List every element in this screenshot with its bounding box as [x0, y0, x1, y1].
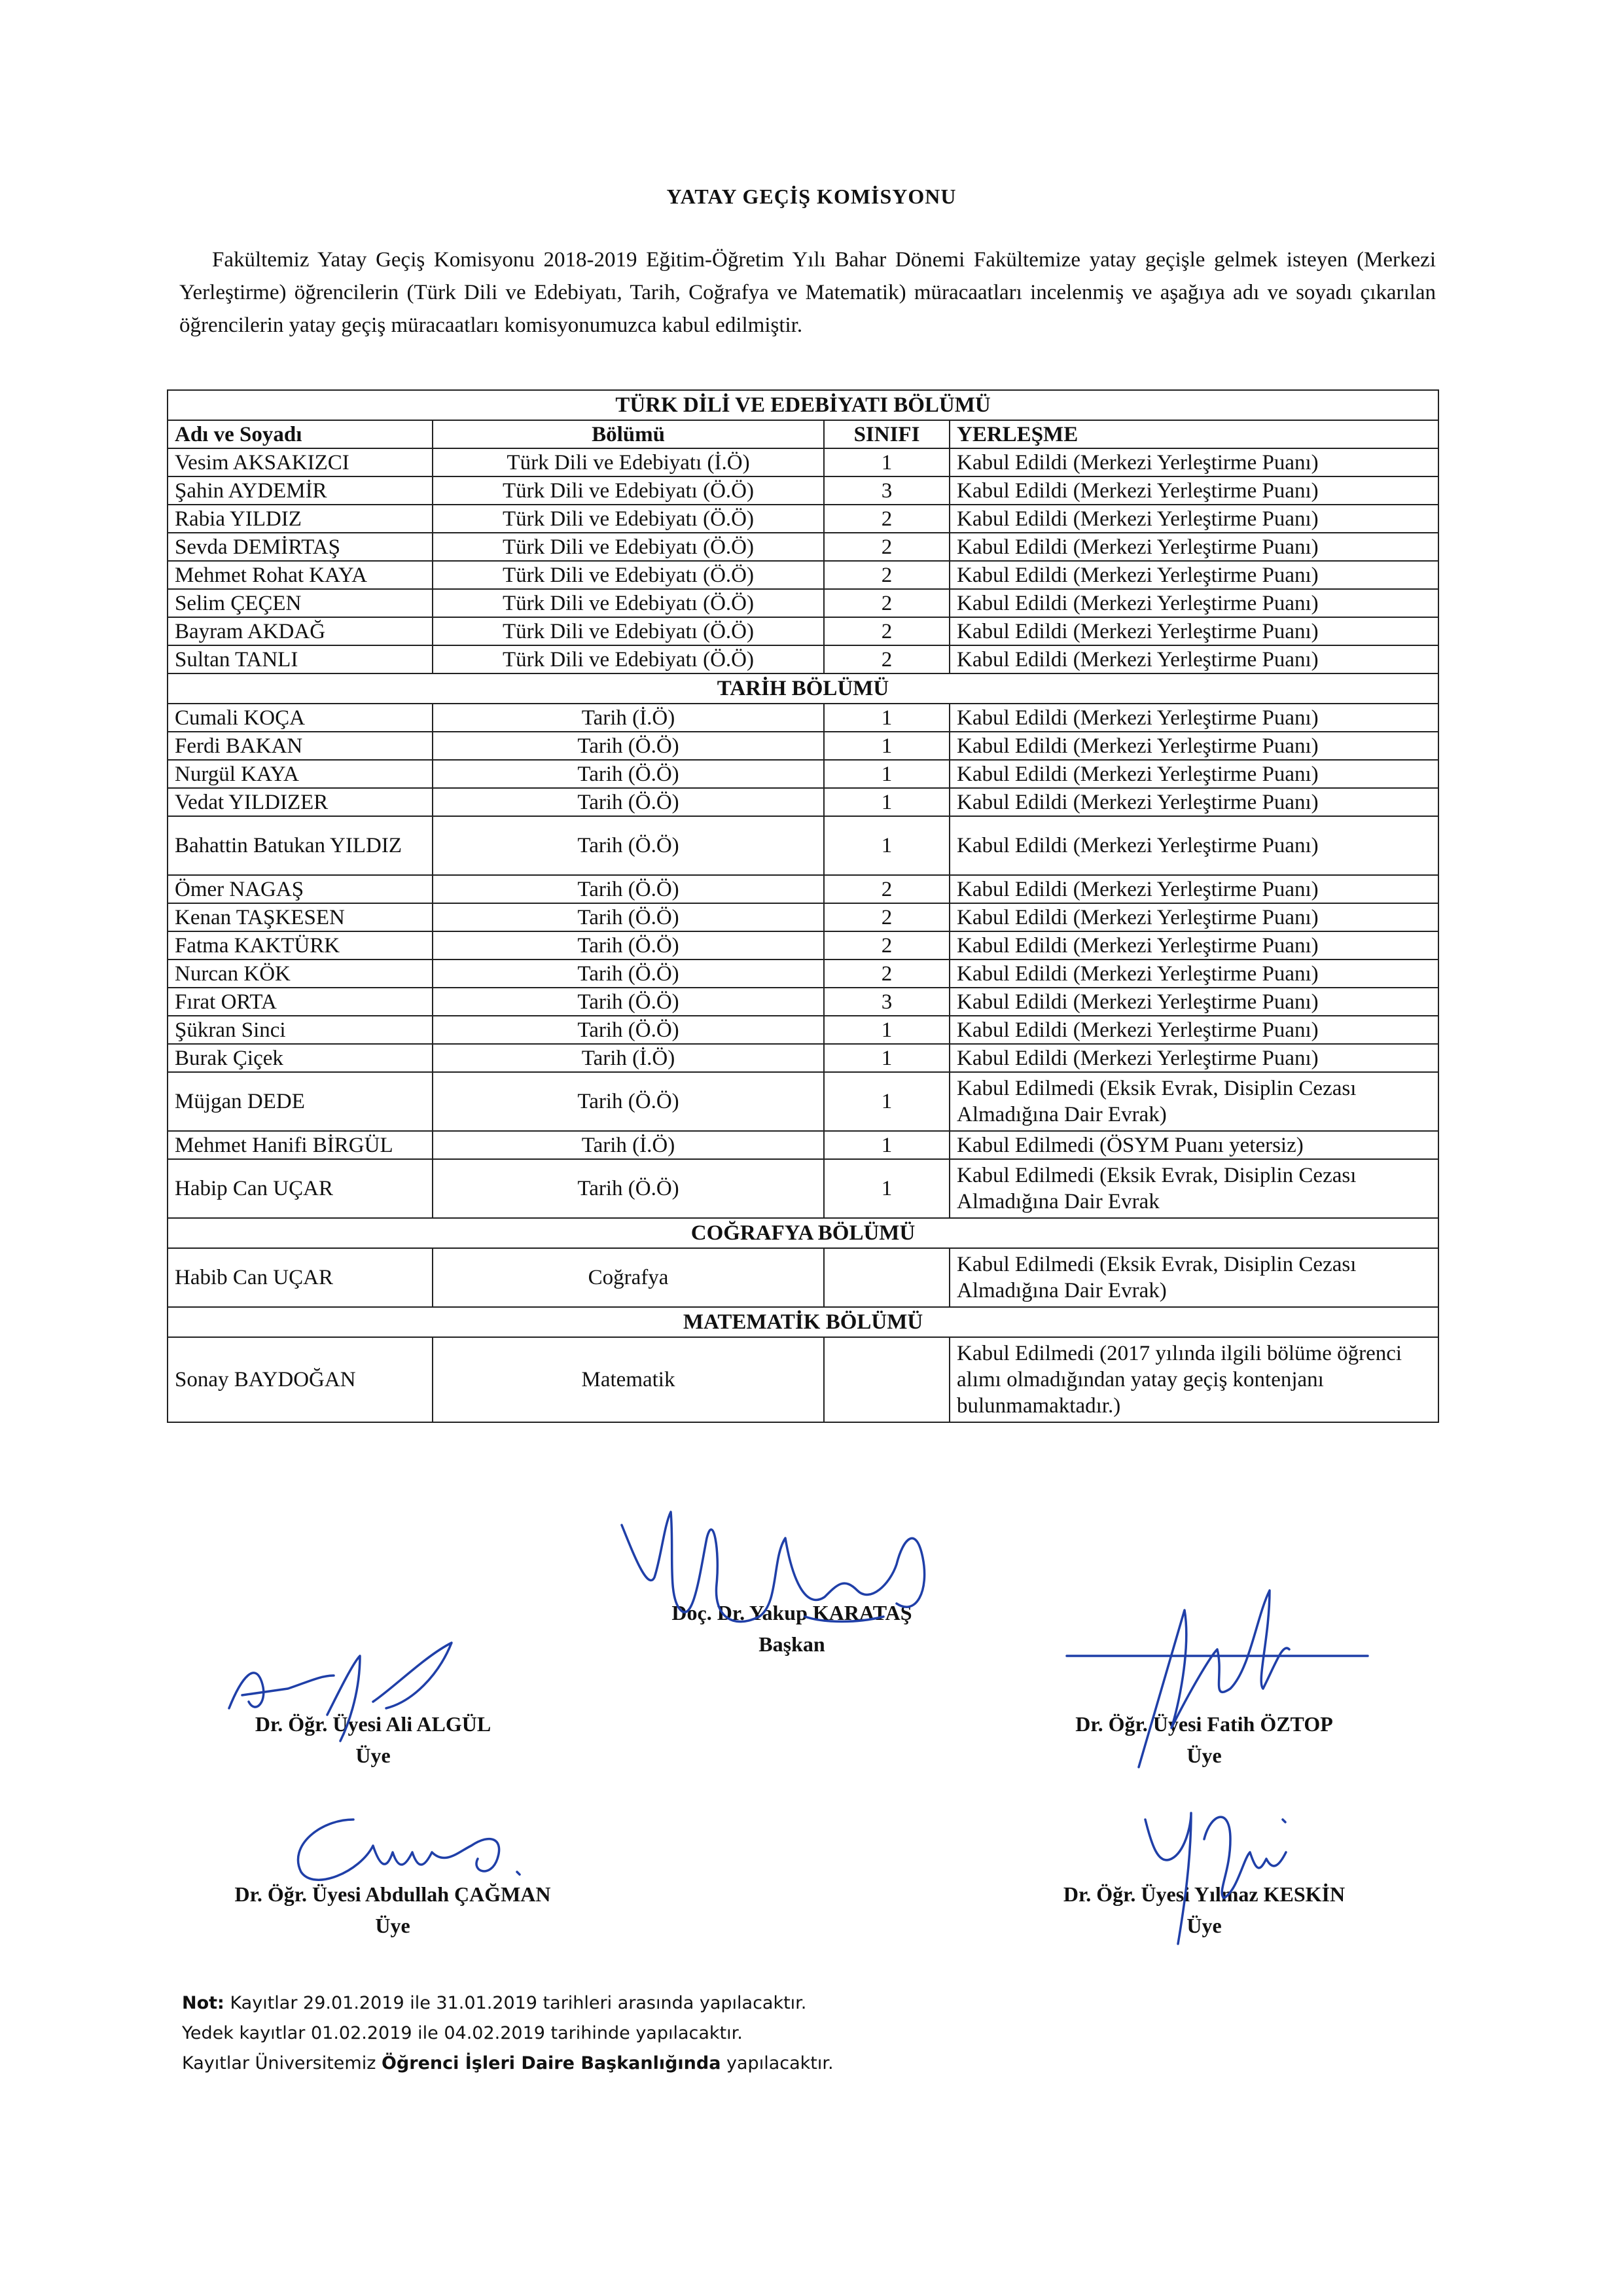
note-line-3-post: yapılacaktır.	[721, 2053, 834, 2073]
class-year: 1	[824, 760, 950, 788]
class-year: 2	[824, 931, 950, 960]
table-row	[168, 1131, 1438, 1159]
section-title: MATEMATİK BÖLÜMÜ	[168, 1307, 1438, 1337]
table-row	[168, 533, 1438, 561]
note-line-2: Yedek kayıtlar 01.02.2019 ile 04.02.2019 tarihinde yapılacaktır.	[182, 2023, 743, 2043]
class-year: 1	[824, 1044, 950, 1072]
note-line-3-pre: Kayıtlar Üniversitemiz	[182, 2053, 382, 2073]
department: Türk Dili ve Edebiyatı (Ö.Ö)	[433, 617, 824, 645]
table-row	[168, 1337, 1438, 1422]
member-3-name: Dr. Öğr. Üyesi Abdullah ÇAĞMAN	[234, 1882, 551, 1906]
note-line-3-bold: Öğrenci İşleri Daire Başkanlığında	[381, 2053, 721, 2073]
student-name: Ömer NAGAŞ	[168, 875, 433, 903]
signature-member-3	[190, 1878, 596, 1941]
student-name: Bayram AKDAĞ	[168, 617, 433, 645]
class-year: 2	[824, 875, 950, 903]
placement-result: Kabul Edildi (Merkezi Yerleştirme Puanı)	[950, 732, 1438, 760]
placement-result: Kabul Edildi (Merkezi Yerleştirme Puanı)	[950, 589, 1438, 617]
department: Tarih (İ.Ö)	[433, 1044, 824, 1072]
placement-result: Kabul Edildi (Merkezi Yerleştirme Puanı)	[950, 448, 1438, 476]
table-row	[168, 1016, 1438, 1044]
table-row	[168, 448, 1438, 476]
student-name: Mehmet Hanifi BİRGÜL	[168, 1131, 433, 1159]
department: Türk Dili ve Edebiyatı (Ö.Ö)	[433, 561, 824, 589]
placement-result: Kabul Edildi (Merkezi Yerleştirme Puanı)	[950, 760, 1438, 788]
department: Türk Dili ve Edebiyatı (İ.Ö)	[433, 448, 824, 476]
table-row	[168, 760, 1438, 788]
department: Tarih (İ.Ö)	[433, 1131, 824, 1159]
placement-result: Kabul Edildi (Merkezi Yerleştirme Puanı)	[950, 561, 1438, 589]
column-header: YERLEŞME	[950, 420, 1438, 448]
department: Tarih (Ö.Ö)	[433, 960, 824, 988]
class-year: 1	[824, 1072, 950, 1131]
placement-result: Kabul Edildi (Merkezi Yerleştirme Puanı)	[950, 617, 1438, 645]
table-row	[168, 732, 1438, 760]
department: Tarih (Ö.Ö)	[433, 1016, 824, 1044]
class-year: 2	[824, 960, 950, 988]
placement-result: Kabul Edildi (Merkezi Yerleştirme Puanı)	[950, 875, 1438, 903]
column-header: SINIFI	[824, 420, 950, 448]
student-name: Burak Çiçek	[168, 1044, 433, 1072]
class-year: 2	[824, 505, 950, 533]
department: Tarih (Ö.Ö)	[433, 1072, 824, 1131]
student-name: Bahattin Batukan YILDIZ	[168, 816, 433, 875]
member-4-role: Üye	[1186, 1914, 1222, 1937]
student-name: Sevda DEMİRTAŞ	[168, 533, 433, 561]
document-title: YATAY GEÇİŞ KOMİSYONU	[666, 185, 957, 208]
placement-result: Kabul Edildi (Merkezi Yerleştirme Puanı)	[950, 476, 1438, 505]
student-name: Sultan TANLI	[168, 645, 433, 673]
column-header-row	[168, 420, 1438, 448]
department: Tarih (Ö.Ö)	[433, 903, 824, 931]
table-row	[168, 1072, 1438, 1131]
table-row	[168, 1248, 1438, 1307]
student-name: Cumali KOÇA	[168, 704, 433, 732]
table-row	[168, 617, 1438, 645]
intro-paragraph: Fakültemiz Yatay Geçiş Komisyonu 2018-2019 Eğitim-Öğretim Yılı Bahar Dönemi Fakültemize yatay geçişle gelmek isteyen (Merkezi Yerleştirme) öğrencilerin (Türk Dili ve Edebiyatı, Tarih, Coğrafya ve Matematik) müracaatları incelenmiş ve aşağıya adı ve soyadı çıkarılan öğrencilerin yatay geçiş müracaatları komisyonumuzca kabul edilmiştir.	[179, 248, 1436, 337]
placement-result: Kabul Edildi (Merkezi Yerleştirme Puanı)	[950, 988, 1438, 1016]
student-name: Nurcan KÖK	[168, 960, 433, 988]
student-name: Şükran Sinci	[168, 1016, 433, 1044]
department: Tarih (Ö.Ö)	[433, 875, 824, 903]
class-year: 1	[824, 1131, 950, 1159]
student-name: Fırat ORTA	[168, 988, 433, 1016]
table-row	[168, 476, 1438, 505]
placement-result: Kabul Edildi (Merkezi Yerleştirme Puanı)	[950, 931, 1438, 960]
column-header: Bölümü	[433, 420, 824, 448]
member-2-name: Dr. Öğr. Üyesi Fatih ÖZTOP	[1075, 1712, 1333, 1736]
student-name: Müjgan DEDE	[168, 1072, 433, 1131]
section-header-row	[168, 673, 1438, 704]
department: Türk Dili ve Edebiyatı (Ö.Ö)	[433, 505, 824, 533]
results-table	[167, 389, 1439, 1423]
placement-result: Kabul Edilmedi (Eksik Evrak, Disiplin Cezası Almadığına Dair Evrak	[950, 1159, 1438, 1218]
column-header: Adı ve Soyadı	[168, 420, 433, 448]
table-row	[168, 1159, 1438, 1218]
placement-result: Kabul Edilmedi (Eksik Evrak, Disiplin Cezası Almadığına Dair Evrak)	[950, 1248, 1438, 1307]
member-4-name: Dr. Öğr. Üyesi Yılmaz KESKİN	[1063, 1882, 1346, 1906]
class-year: 1	[824, 732, 950, 760]
chair-role: Başkan	[758, 1632, 825, 1656]
placement-result: Kabul Edildi (Merkezi Yerleştirme Puanı)	[950, 704, 1438, 732]
placement-result: Kabul Edilmedi (2017 yılında ilgili bölüme öğrenci alımı olmadığından yatay geçiş kontenjanı bulunmamaktadır.)	[950, 1337, 1438, 1422]
signature-member-4	[1021, 1878, 1387, 1941]
note-label: Not:	[182, 1993, 224, 2013]
placement-result: Kabul Edildi (Merkezi Yerleştirme Puanı)	[950, 1044, 1438, 1072]
placement-result: Kabul Edilmedi (Eksik Evrak, Disiplin Cezası Almadığına Dair Evrak)	[950, 1072, 1438, 1131]
student-name: Rabia YILDIZ	[168, 505, 433, 533]
department: Tarih (Ö.Ö)	[433, 732, 824, 760]
placement-result: Kabul Edildi (Merkezi Yerleştirme Puanı)	[950, 505, 1438, 533]
class-year: 3	[824, 988, 950, 1016]
student-name: Selim ÇEÇEN	[168, 589, 433, 617]
placement-result: Kabul Edildi (Merkezi Yerleştirme Puanı)	[950, 1016, 1438, 1044]
department: Matematik	[433, 1337, 824, 1422]
placement-result: Kabul Edildi (Merkezi Yerleştirme Puanı)	[950, 533, 1438, 561]
department: Tarih (Ö.Ö)	[433, 760, 824, 788]
note-line-1: Kayıtlar 29.01.2019 ile 31.01.2019 tarihleri arasında yapılacaktır.	[230, 1993, 807, 2013]
department: Tarih (Ö.Ö)	[433, 931, 824, 960]
signature-chair	[563, 1597, 1021, 1660]
class-year: 1	[824, 704, 950, 732]
department: Türk Dili ve Edebiyatı (Ö.Ö)	[433, 476, 824, 505]
department: Tarih (İ.Ö)	[433, 704, 824, 732]
student-name: Ferdi BAKAN	[168, 732, 433, 760]
table-row	[168, 505, 1438, 533]
table-row	[168, 903, 1438, 931]
class-year: 2	[824, 589, 950, 617]
department: Türk Dili ve Edebiyatı (Ö.Ö)	[433, 533, 824, 561]
department: Coğrafya	[433, 1248, 824, 1307]
section-header-row	[168, 1307, 1438, 1337]
table-row	[168, 960, 1438, 988]
department: Tarih (Ö.Ö)	[433, 788, 824, 816]
section-header-row	[168, 1218, 1438, 1248]
table-row	[168, 704, 1438, 732]
department: Tarih (Ö.Ö)	[433, 988, 824, 1016]
chair-name: Doç. Dr. Yakup KARATAŞ	[671, 1601, 912, 1624]
table-row	[168, 988, 1438, 1016]
signature-member-1	[190, 1708, 556, 1771]
placement-result: Kabul Edildi (Merkezi Yerleştirme Puanı)	[950, 960, 1438, 988]
class-year: 1	[824, 448, 950, 476]
department: Türk Dili ve Edebiyatı (Ö.Ö)	[433, 645, 824, 673]
class-year: 2	[824, 903, 950, 931]
table-row	[168, 589, 1438, 617]
member-1-name: Dr. Öğr. Üyesi Ali ALGÜL	[255, 1712, 491, 1736]
department: Tarih (Ö.Ö)	[433, 816, 824, 875]
table-row	[168, 931, 1438, 960]
section-title: TARİH BÖLÜMÜ	[168, 673, 1438, 704]
student-name: Habib Can UÇAR	[168, 1248, 433, 1307]
table-row	[168, 561, 1438, 589]
class-year	[824, 1337, 950, 1422]
placement-result: Kabul Edildi (Merkezi Yerleştirme Puanı)	[950, 645, 1438, 673]
student-name: Nurgül KAYA	[168, 760, 433, 788]
department: Tarih (Ö.Ö)	[433, 1159, 824, 1218]
class-year: 2	[824, 645, 950, 673]
placement-result: Kabul Edilmedi (ÖSYM Puanı yetersiz)	[950, 1131, 1438, 1159]
section-title: TÜRK DİLİ VE EDEBİYATI BÖLÜMÜ	[168, 390, 1438, 420]
student-name: Kenan TAŞKESEN	[168, 903, 433, 931]
registration-note	[182, 1988, 834, 2079]
class-year: 3	[824, 476, 950, 505]
student-name: Vesim AKSAKIZCI	[168, 448, 433, 476]
student-name: Habip Can UÇAR	[168, 1159, 433, 1218]
class-year: 1	[824, 788, 950, 816]
class-year: 1	[824, 816, 950, 875]
student-name: Şahin AYDEMİR	[168, 476, 433, 505]
signature-member-2	[1021, 1708, 1387, 1771]
table-row	[168, 816, 1438, 875]
class-year	[824, 1248, 950, 1307]
student-name: Sonay BAYDOĞAN	[168, 1337, 433, 1422]
section-header-row	[168, 390, 1438, 420]
placement-result: Kabul Edildi (Merkezi Yerleştirme Puanı)	[950, 816, 1438, 875]
placement-result: Kabul Edildi (Merkezi Yerleştirme Puanı)	[950, 788, 1438, 816]
table-row	[168, 1044, 1438, 1072]
table-row	[168, 875, 1438, 903]
student-name: Fatma KAKTÜRK	[168, 931, 433, 960]
class-year: 2	[824, 561, 950, 589]
class-year: 1	[824, 1159, 950, 1218]
placement-result: Kabul Edildi (Merkezi Yerleştirme Puanı)	[950, 903, 1438, 931]
student-name: Vedat YILDIZER	[168, 788, 433, 816]
table-row	[168, 645, 1438, 673]
table-row	[168, 788, 1438, 816]
section-title: COĞRAFYA BÖLÜMÜ	[168, 1218, 1438, 1248]
department: Türk Dili ve Edebiyatı (Ö.Ö)	[433, 589, 824, 617]
member-1-role: Üye	[355, 1744, 391, 1767]
member-2-role: Üye	[1186, 1744, 1222, 1767]
class-year: 2	[824, 617, 950, 645]
student-name: Mehmet Rohat KAYA	[168, 561, 433, 589]
member-3-role: Üye	[375, 1914, 410, 1937]
class-year: 1	[824, 1016, 950, 1044]
class-year: 2	[824, 533, 950, 561]
